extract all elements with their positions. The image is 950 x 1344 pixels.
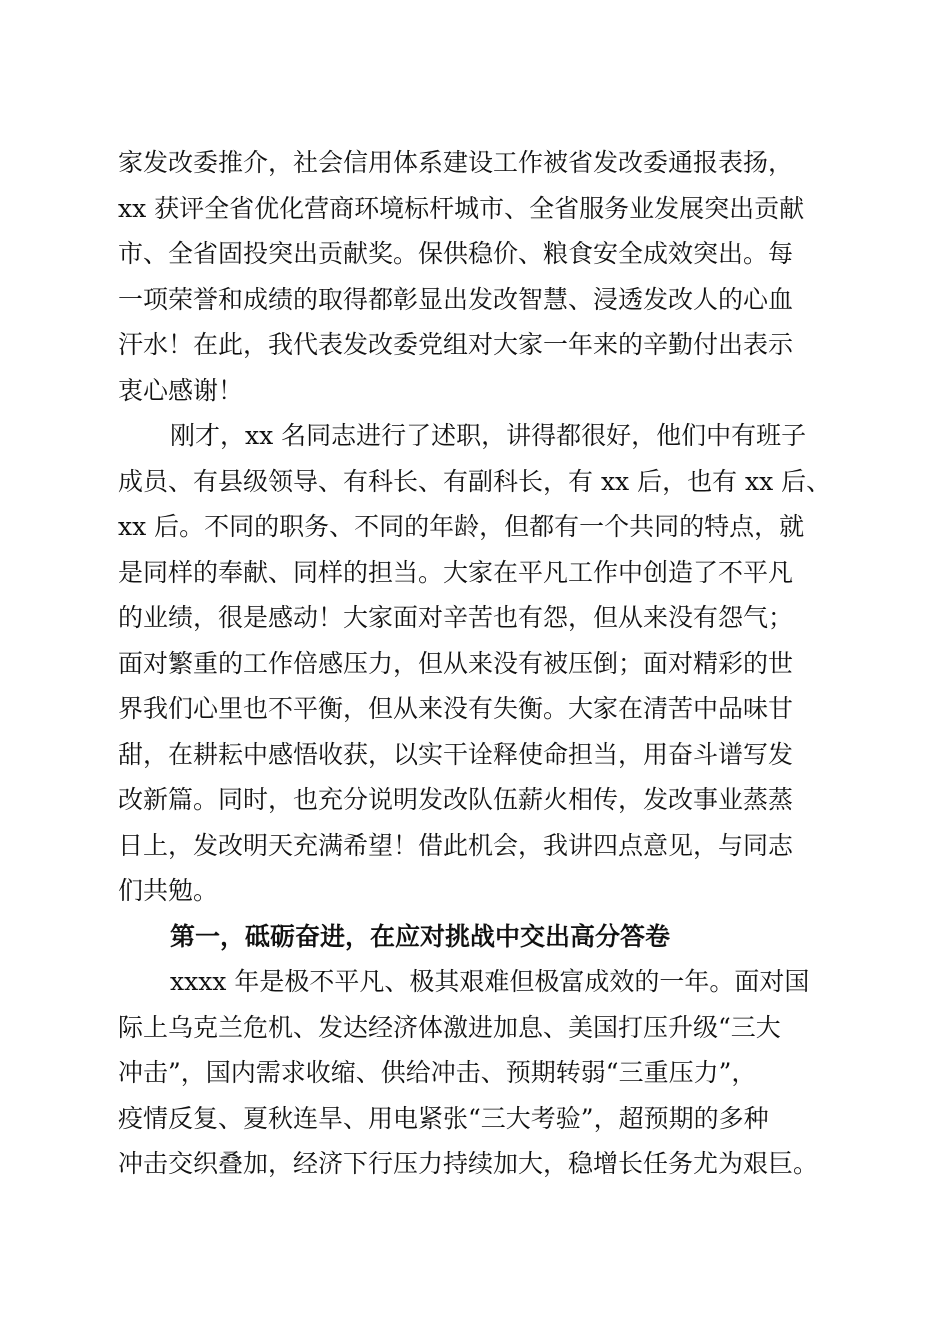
section-heading: 第一，砥砺奋进，在应对挑战中交出高分答卷 xyxy=(170,921,671,951)
text-line: 们共勉。 xyxy=(118,876,219,905)
text-line: 冲击交织叠加，经济下行压力持续加大，稳增长任务尤为艰巨。 xyxy=(118,1149,819,1178)
text-line: 家发改委推介，社会信用体系建设工作被省发改委通报表扬， xyxy=(118,148,794,177)
text-line: 疫情反复、夏秋连旱、用电紧张“三大考验”，超预期的多种 xyxy=(118,1103,769,1133)
text-line: 市、全省固投突出贡献奖。保供稳价、粮食安全成效突出。每 xyxy=(118,239,794,268)
paragraph-first-line: xxxx 年是极不平凡、极其艰难但极富成效的一年。面对国 xyxy=(170,967,810,996)
text-line: 甜，在耕耘中感悟收获，以实干诠释使命担当，用奋斗谱写发 xyxy=(118,739,794,769)
text-line: 冲击”，国内需求收缩、供给冲击、预期转弱“三重压力”， xyxy=(118,1058,757,1087)
text-line: 际上乌克兰危机、发达经济体激进加息、美国打压升级“三大 xyxy=(118,1012,781,1042)
text-line: 改新篇。同时，也充分说明发改队伍薪火相传，发改事业蒸蒸 xyxy=(118,785,794,814)
text-line: 成员、有县级领导、有科长、有副科长，有 xx 后，也有 xx 后、 xyxy=(118,466,832,496)
text-line: 一项荣誉和成绩的取得都彰显出发改智慧、浸透发改人的心血 xyxy=(118,284,794,314)
text-line: 日上，发改明天充满希望！借此机会，我讲四点意见，与同志 xyxy=(118,830,794,860)
text-line: xx 后。不同的职务、不同的年龄，但都有一个共同的特点，就 xyxy=(118,512,805,541)
text-line: 界我们心里也不平衡，但从来没有失衡。大家在清苦中品味甘 xyxy=(118,694,794,723)
text-line: 衷心感谢！ xyxy=(118,375,244,405)
text-line: 的业绩，很是感动！大家面对辛苦也有怨，但从来没有怨气； xyxy=(118,603,794,632)
text-line: xx 获评全省优化营商环境标杆城市、全省服务业发展突出贡献 xyxy=(118,193,805,223)
document-body xyxy=(118,140,858,1187)
text-line: 面对繁重的工作倍感压力，但从来没有被压倒；面对精彩的世 xyxy=(118,648,794,678)
text-line: 是同样的奉献、同样的担当。大家在平凡工作中创造了不平凡 xyxy=(118,557,794,587)
paragraph-first-line: 刚才，xx 名同志进行了述职，讲得都很好，他们中有班子 xyxy=(170,421,807,450)
text-line: 汗水！在此，我代表发改委党组对大家一年来的辛勤付出表示 xyxy=(118,330,794,359)
